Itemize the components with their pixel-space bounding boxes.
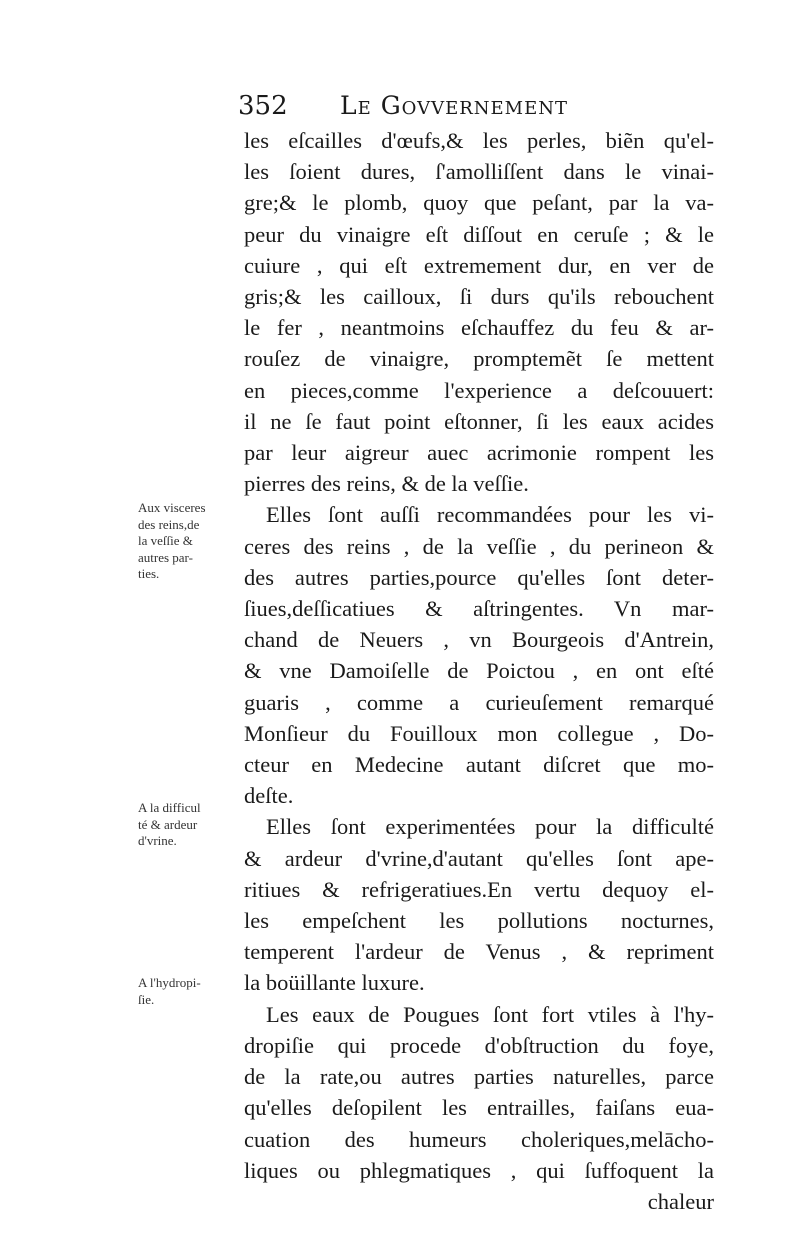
text-line: ceres des reins , de la veſſie , du perineon & (244, 533, 714, 559)
margin-note-line: té & ardeur (138, 816, 198, 832)
text-line: & ardeur d'vrine,d'autant qu'elles ſont ape- (244, 845, 714, 871)
text-line: gre;& le plomb, quoy que peſant, par la va- (244, 190, 714, 216)
main-text-block (244, 125, 714, 1217)
page-header (238, 86, 718, 126)
margin-note-line: la veſſie & (138, 533, 193, 548)
text-line: des autres parties,pource qu'elles ſont deter- (244, 564, 714, 590)
text-line: les ſoient dures, ſ'amolliſſent dans le vinai- (244, 159, 714, 185)
text-line: qu'elles deſopilent les entrailles, faiſans eua- (244, 1095, 714, 1121)
margin-note-line: A l'hydropi- (138, 975, 201, 990)
margin-note-line: A la difficul (138, 800, 201, 815)
margin-note-hydropisie (138, 975, 242, 1008)
text-line: peur du vinaigre eſt diſſout en ceruſe ; & le (244, 221, 714, 247)
text-line: pierres des reins, & de la veſſie. (244, 471, 529, 497)
margin-note-difficulte (138, 800, 242, 850)
margin-note-line: des reins,de (138, 516, 200, 532)
margin-note-line: ſie. (138, 991, 155, 1007)
text-line: & vne Damoiſelle de Poictou , en ont eſté (244, 658, 714, 684)
text-line: deſte. (244, 783, 294, 809)
text-line: les eſcailles d'œufs,& les perles, biẽn qu'el- (244, 128, 714, 153)
paragraph-start-line: Les eaux de Pougues ſont fort vtiles à l'hy- (266, 1001, 714, 1027)
text-line: chand de Neuers , vn Bourgeois d'Antrein, (244, 627, 714, 653)
page-number: 352 (238, 91, 288, 121)
text-line: rouſez de vinaigre, promptemẽt ſe mettent (244, 346, 714, 372)
catchword: chaleur (647, 1188, 714, 1214)
text-line: Monſieur du Fouilloux mon collegue , Do- (244, 720, 714, 746)
text-line: la boüillante luxure. (244, 970, 425, 996)
text-line: liques ou phlegmatiques , qui ſuffoquent la (244, 1157, 714, 1183)
text-line: cteur en Medecine autant diſcret que mo- (244, 752, 714, 778)
text-line: ſiues,deſſicatiues & aſtringentes. Vn mar- (244, 596, 714, 622)
text-line: cuation des humeurs choleriques,melācho- (244, 1126, 714, 1152)
margin-note-visceres (138, 500, 242, 583)
text-line: par leur aigreur auec acrimonie rompent les (244, 440, 714, 466)
paragraph-start-line: Elles ſont auſſi recommandées pour les vi- (266, 502, 714, 528)
text-line: les empeſchent les pollutions nocturnes, (244, 908, 714, 934)
text-line: de la rate,ou autres parties naturelles, parce (244, 1064, 714, 1090)
margin-note-line: autres par- (138, 549, 193, 565)
margin-note-line: Aux visceres (138, 500, 206, 515)
margin-note-line: d'vrine. (138, 833, 177, 848)
paragraph-start-line: Elles ſont experimentées pour la difficulté (266, 814, 714, 840)
text-line: temperent l'ardeur de Venus , & repriment (244, 939, 714, 965)
text-line: dropiſie qui procede d'obſtruction du foye, (244, 1032, 714, 1058)
text-line: ritiues & refrigeratiues.En vertu dequoy el- (244, 876, 714, 902)
text-line: cuiure , qui eſt extremement dur, en ver de (244, 252, 714, 278)
running-title: Le Govvernement (340, 91, 569, 120)
margin-note-line: ties. (138, 566, 160, 581)
text-line: il ne ſe faut point eſtonner, ſi les eaux acides (244, 408, 714, 434)
text-line: gris;& les cailloux, ſi durs qu'ils rebouchent (244, 284, 714, 310)
text-line: le fer , neantmoins eſchauffez du feu & ar- (244, 315, 714, 341)
text-line: guaris , comme a curieuſement remarqué (244, 689, 714, 715)
text-line: en pieces,comme l'experience a deſcouuert: (244, 377, 714, 403)
